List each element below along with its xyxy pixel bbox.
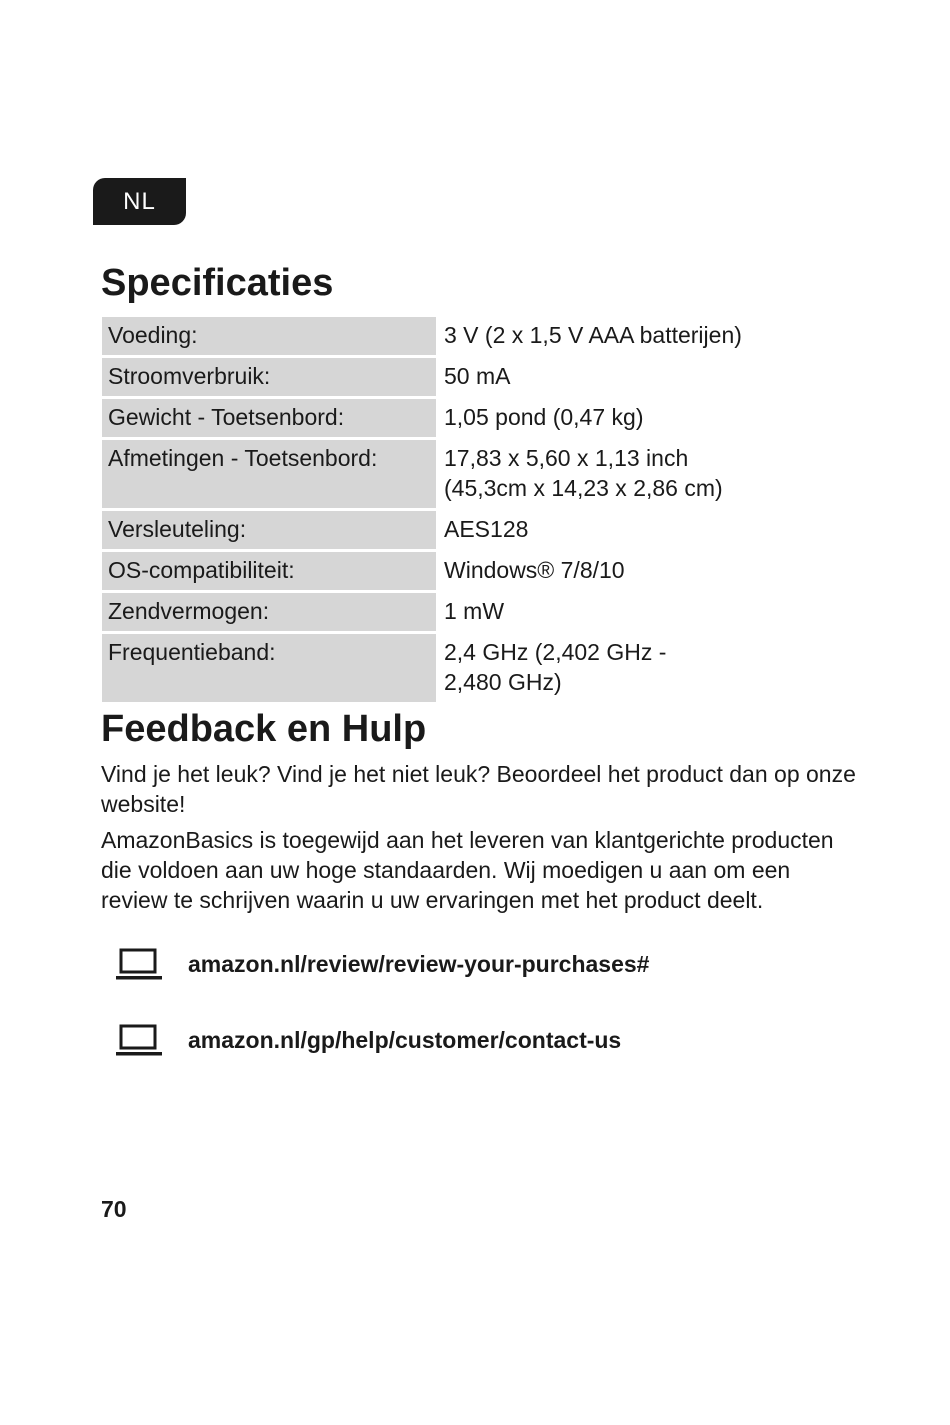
spec-label: Voeding: (102, 317, 436, 355)
language-tab: NL (93, 178, 186, 225)
spec-label: OS-compatibiliteit: (102, 552, 436, 590)
spec-value-line: 17,83 x 5,60 x 1,13 inch (444, 445, 689, 471)
feedback-heading: Feedback en Hulp (101, 708, 427, 750)
review-link-row (116, 946, 649, 982)
contact-us-link[interactable]: amazon.nl/gp/help/customer/contact-us (188, 1026, 622, 1053)
spec-row-weight (102, 399, 822, 437)
spec-row-consumption (102, 358, 822, 396)
spec-value (436, 511, 822, 549)
spec-value-line: Windows® 7/8/10 (444, 557, 625, 583)
feedback-paragraph: Vind je het leuk? Vind je het niet leuk? Beoordeel het product dan op onze website! (101, 761, 856, 817)
spec-value (436, 593, 822, 631)
spec-label: Versleuteling: (102, 511, 436, 549)
spec-row-frequency-band (102, 634, 822, 702)
spec-value-line: 2,4 GHz (2,402 GHz - (444, 639, 667, 665)
page-number: 70 (101, 1196, 127, 1222)
spec-value-line: 1,05 pond (0,47 kg) (444, 404, 644, 430)
spec-value (436, 552, 822, 590)
spec-label: Gewicht - Toetsenbord: (102, 399, 436, 437)
spec-label: Zendvermogen: (102, 593, 436, 631)
specifications-table (102, 314, 822, 705)
laptop-icon (116, 947, 162, 981)
spec-row-os-compatibility (102, 552, 822, 590)
spec-row-encryption (102, 511, 822, 549)
spec-label: Stroomverbruik: (102, 358, 436, 396)
specifications-heading: Specificaties (101, 262, 334, 304)
spec-row-dimensions (102, 440, 822, 508)
spec-value-line: 1 mW (444, 598, 505, 624)
spec-label: Frequentieband: (102, 634, 436, 702)
spec-row-transmit-power (102, 593, 822, 631)
spec-value (436, 440, 822, 508)
spec-value-line: (45,3cm x 14,23 x 2,86 cm) (444, 475, 723, 501)
spec-label: Afmetingen - Toetsenbord: (102, 440, 436, 508)
spec-value-line: AES128 (444, 516, 529, 542)
spec-value-line: 50 mA (444, 363, 511, 389)
spec-row-power (102, 317, 822, 355)
review-purchases-link[interactable]: amazon.nl/review/review-your-purchases# (188, 950, 650, 977)
spec-value (436, 634, 822, 702)
laptop-icon (116, 1023, 162, 1057)
spec-value-line: 2,480 GHz) (444, 669, 562, 695)
spec-value (436, 358, 822, 396)
spec-value (436, 317, 822, 355)
feedback-paragraph: AmazonBasics is toegewijd aan het leveren van klantgerichte producten die voldoen aan uw hoge standaarden. Wij moedigen u aan om een review te schrijven waarin u uw ervaringen met het product deelt. (101, 827, 834, 913)
spec-value-line: 3 V (2 x 1,5 V AAA batterijen) (444, 322, 742, 348)
contact-link-row (116, 1022, 621, 1058)
spec-value (436, 399, 822, 437)
